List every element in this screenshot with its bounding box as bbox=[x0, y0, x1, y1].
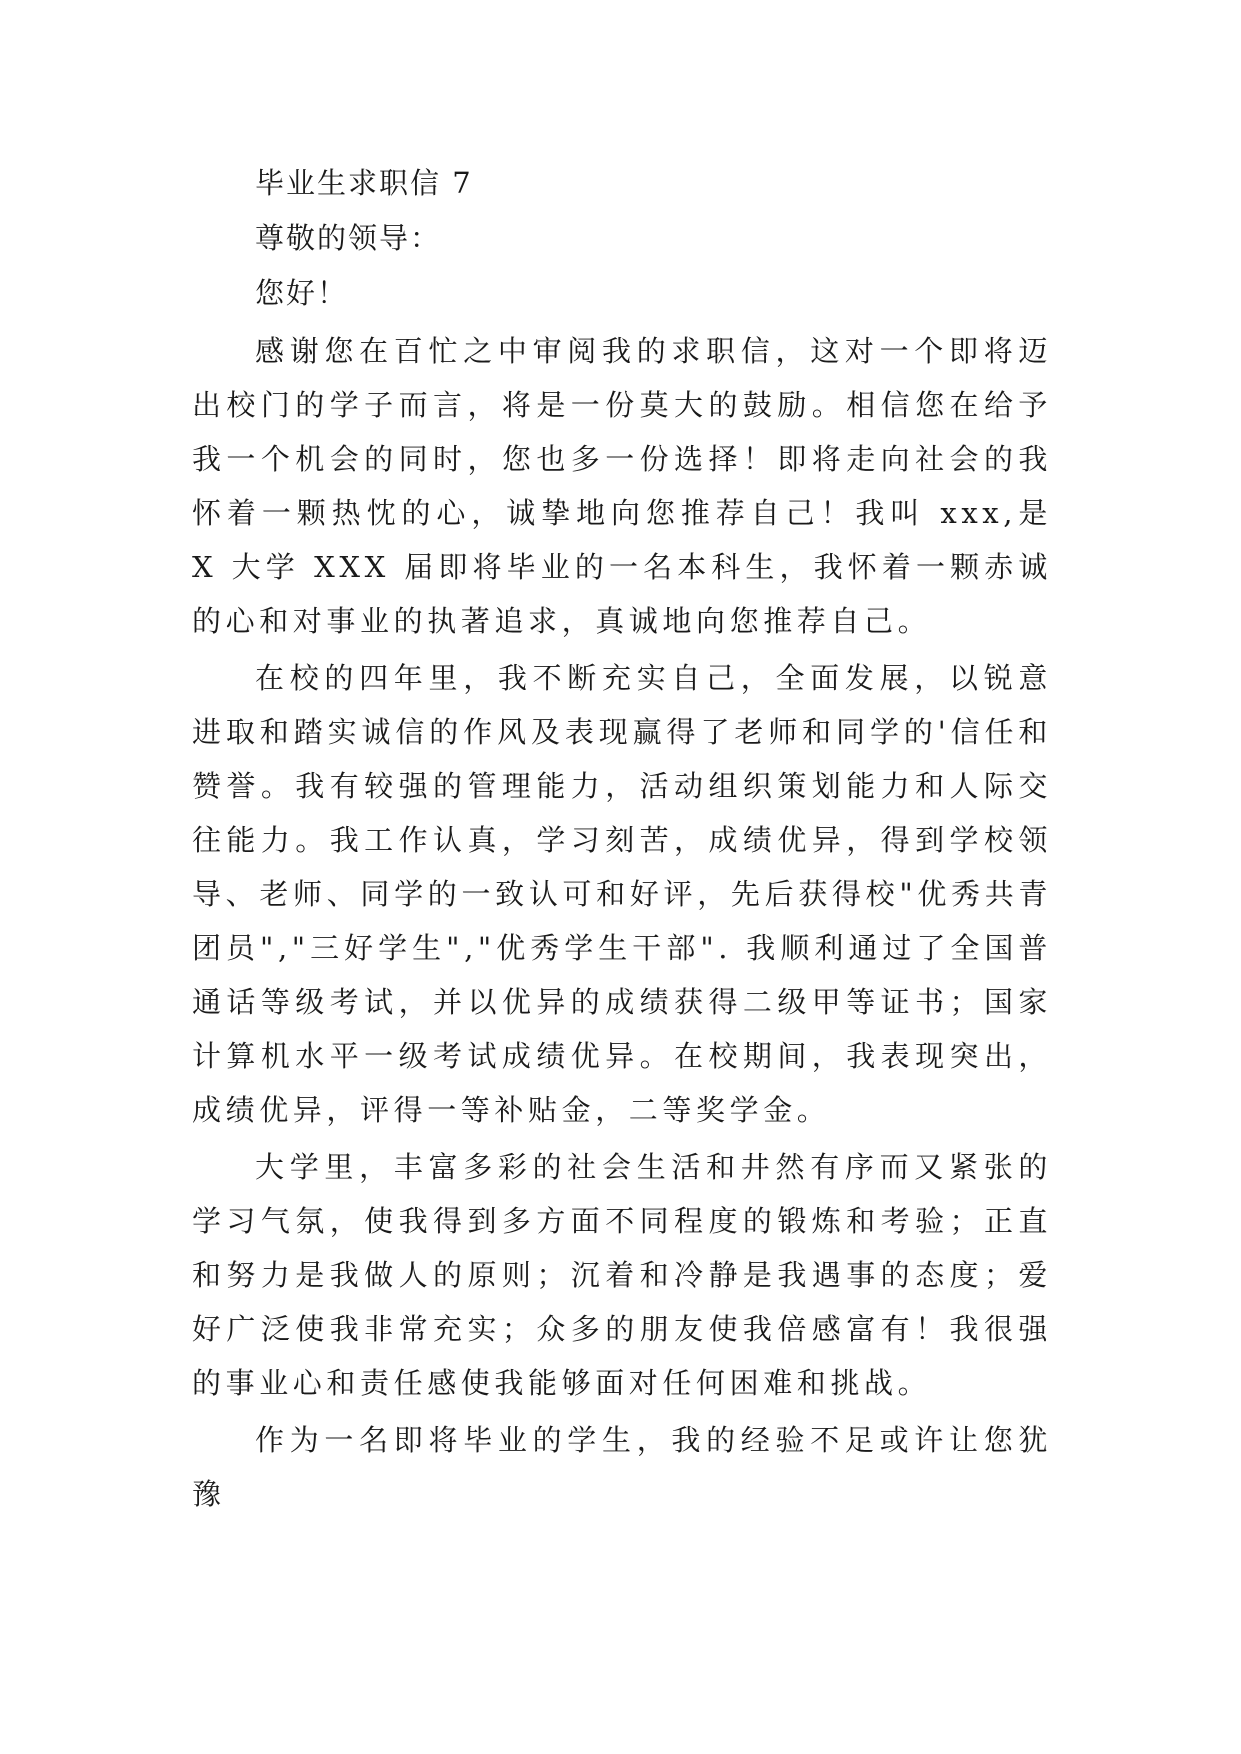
letter-salutation: 尊敬的领导： bbox=[255, 221, 442, 255]
letter-greeting: 您好！ bbox=[255, 276, 349, 310]
paragraph-university-life: 大学里，丰富多彩的社会生活和井然有序而又紧张的学习气氛，使我得到多方面不同程度的锻炼和考验；正直和努力是我做人的原则；沉着和冷静是我遇事的态度；爱好广泛使我非常充实；众多的朋友使我倍感富有！我很强的事业心和责任感使我能够面对任何困难和挑战。 bbox=[192, 1150, 1052, 1400]
paragraph-closing: 作为一名即将毕业的学生，我的经验不足或许让您犹豫 bbox=[192, 1423, 1052, 1511]
paragraph-school-years: 在校的四年里，我不断充实自己，全面发展，以锐意进取和踏实诚信的作风及表现赢得了老师和同学的'信任和赞誉。我有较强的管理能力，活动组织策划能力和人际交往能力。我工作认真，学习刻苦，成绩优异，得到学校领导、老师、同学的一致认可和好评，先后获得校"优秀共青团员","三好学生","优秀学生干部". 我顺利通过了全国普通话等级考试，并以优异的成绩获得二级甲等证书；国家计算机水平一级考试成绩优异。在校期间，我表现突出，成绩优异，评得一等补贴金，二等奖学金。 bbox=[192, 661, 1052, 1127]
paragraph-gratitude: 感谢您在百忙之中审阅我的求职信，这对一个即将迈出校门的学子而言，将是一份莫大的鼓励。相信您在给予我一个机会的同时，您也多一份选择！即将走向社会的我怀着一颗热忱的心，诚挚地向您推荐自己！我叫 xxx,是 X 大学 XXX 届即将毕业的一名本科生，我怀着一颗赤诚的心和对事业的执著追求，真诚地向您推荐自己。 bbox=[192, 334, 1052, 638]
letter-title: 毕业生求职信 7 bbox=[255, 166, 473, 200]
letter-body bbox=[192, 156, 1052, 1521]
